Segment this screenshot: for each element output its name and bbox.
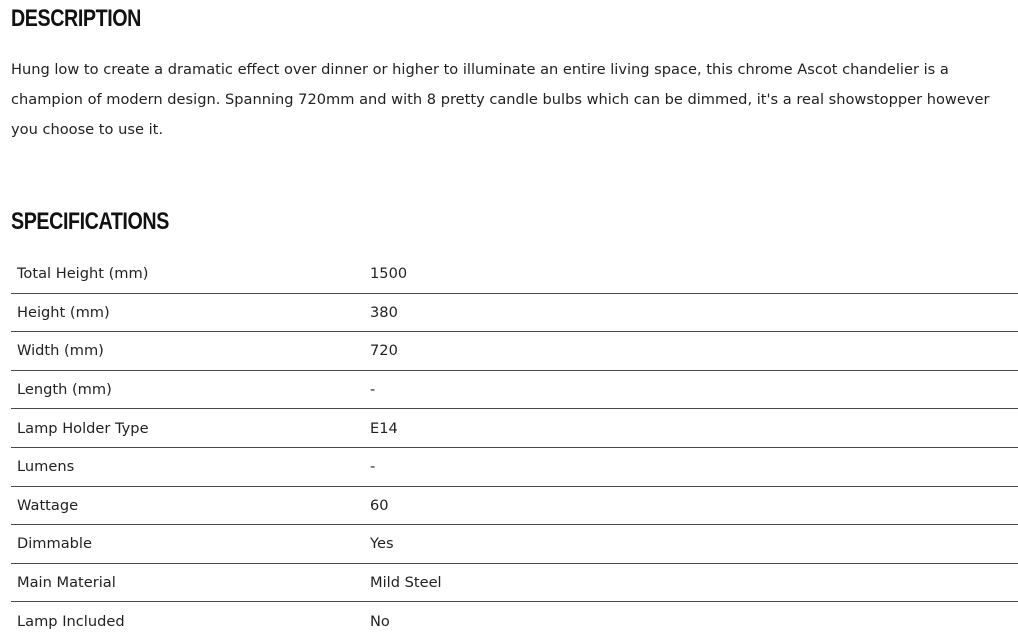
spec-value: Mild Steel — [364, 563, 1018, 602]
spec-label: Lumens — [11, 447, 364, 486]
spec-row-wattage — [11, 486, 1018, 525]
spec-row-lamp-included — [11, 602, 1018, 637]
spec-row-lumens — [11, 447, 1018, 486]
spec-row-length — [11, 370, 1018, 409]
spec-label: Dimmable — [11, 525, 364, 564]
spec-label: Lamp Holder Type — [11, 409, 364, 448]
spec-label: Wattage — [11, 486, 364, 525]
spec-value: - — [364, 370, 1018, 409]
spec-value: Yes — [364, 525, 1018, 564]
spec-row-width — [11, 332, 1018, 371]
spec-row-main-material — [11, 563, 1018, 602]
spec-value: E14 — [364, 409, 1018, 448]
spec-value: 720 — [364, 332, 1018, 371]
spec-label: Height (mm) — [11, 293, 364, 332]
specifications-table — [11, 255, 1018, 637]
spec-row-dimmable — [11, 525, 1018, 564]
spec-value: 380 — [364, 293, 1018, 332]
spec-value: 60 — [364, 486, 1018, 525]
spec-row-lamp-holder-type — [11, 409, 1018, 448]
spec-label: Length (mm) — [11, 370, 364, 409]
spec-label: Total Height (mm) — [11, 255, 364, 293]
description-text: Hung low to create a dramatic effect over dinner or higher to illuminate an entire living space, this chrome Ascot chandelier is a champion of modern design. Spanning 720mm and with 8 pretty candle bulbs which can be dimmed, it's a real showstopper however you choose to use it. — [11, 61, 990, 138]
description-heading: DESCRIPTION — [11, 5, 141, 32]
spec-row-total-height — [11, 255, 1018, 293]
spec-label: Lamp Included — [17, 612, 125, 630]
spec-label: Main Material — [11, 563, 364, 602]
spec-row-height — [11, 293, 1018, 332]
spec-label: Width (mm) — [11, 332, 364, 371]
spec-value: 1500 — [364, 255, 1018, 293]
spec-value: - — [364, 447, 1018, 486]
specifications-heading: SPECIFICATIONS — [11, 208, 169, 235]
spec-value: No — [370, 612, 390, 630]
